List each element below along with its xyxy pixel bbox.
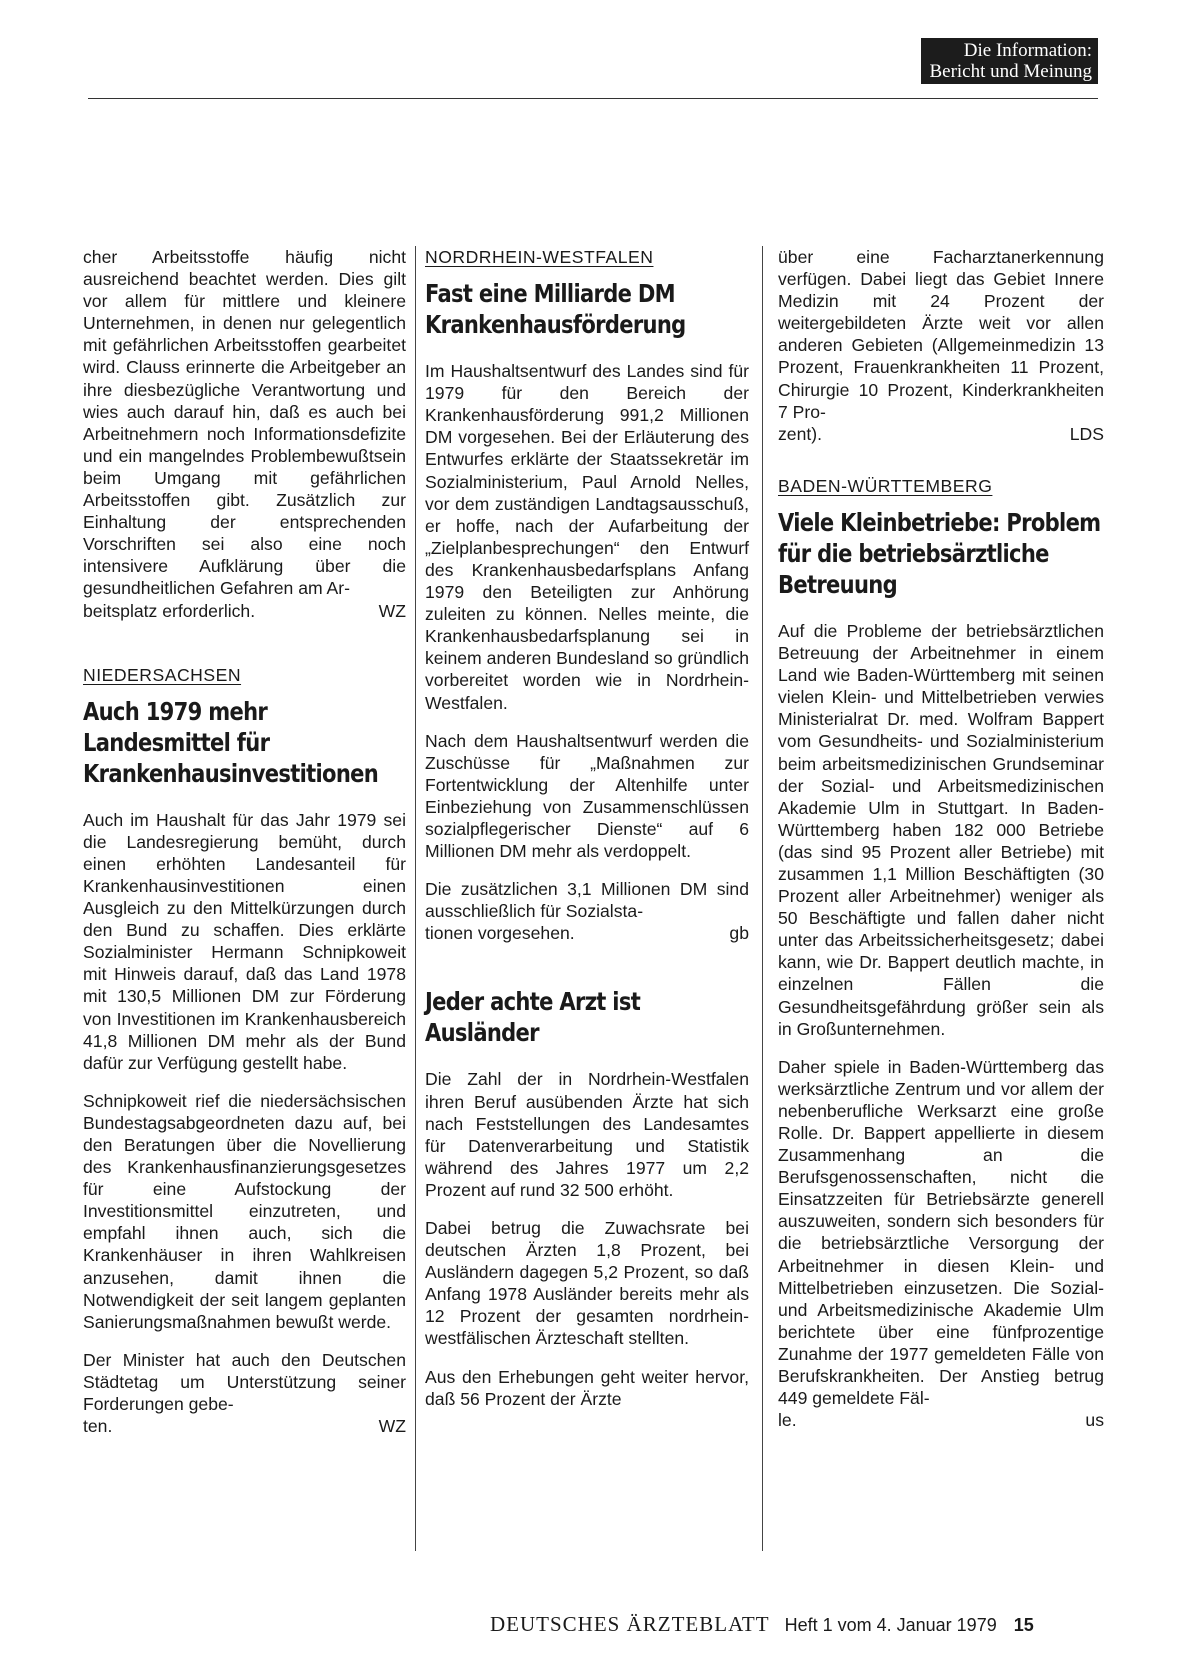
continued-text-last-line: beitsplatz erforderlich. [83,600,256,621]
section-label-line2: Bericht und Meinung [929,61,1092,82]
article-headline: Jeder achte Arzt ist Ausländer [425,987,641,1048]
section-label-line1: Die Information: [963,40,1092,61]
paragraph-last-line: le. [778,1410,797,1431]
region-kicker: NIEDERSACHSEN [83,664,242,685]
article-paragraph-end [425,922,749,944]
author-initials: LDS [1069,423,1104,444]
article-paragraph: Der Minister hat auch den Deutschen Städtetag um Unterstützung seiner Forderungen gebe- [83,1349,406,1415]
column-2 [425,246,749,1410]
journal-masthead: DEUTSCHES ÄRZTEBLATT [490,1612,770,1636]
article-headline: Fast eine Milliarde DM Krankenhausförderung [425,279,686,340]
article-headline: Auch 1979 mehr Landesmittel für Krankenhausinvestitionen [83,696,379,788]
region-kicker: BADEN-WÜRTTEMBERG [778,475,993,496]
paragraph-last-line: ten. [83,1416,113,1437]
article-paragraph: Auf die Probleme der betriebsärztlichen Betreuung der Arbeitnehmer in einem Land wie Baden-Württemberg mit seinen vielen Klein- und Mittelbetrieben verwies Ministerialrat Dr. med. Wolfram Bappert vom Gesundheits- und Sozialministerium beim arbeitsmedizinischen Grundseminar der Sozial- und Arbeitsmedizinischen Akademie Ulm in Stuttgart. In Baden-Württemberg haben 182 000 Betriebe (das sind 95 Prozent aller Betriebe) mit zusammen 1,1 Million Beschäftigten (30 Prozent aller Arbeitnehmer) weniger als 50 Beschäftigte und fallen daher nicht unter das Arbeitssicherheitsgesetz; dabei kann, wie Dr. Bappert deutlich machte, in einzelnen Fällen die Gesundheitsgefährdung größer sein als in Großunternehmen. [778,620,1104,1039]
article-headline: Viele Kleinbetriebe: Problem für die betriebsärztliche Betreuung [778,507,1101,599]
article-paragraph-end [778,1409,1104,1431]
author-initials: us [1085,1410,1104,1431]
header-rule [88,98,1098,99]
page-footer [490,1612,1034,1637]
continued-text-last-line: zent). [778,423,823,444]
issue-info: Heft 1 vom 4. Januar 1979 [784,1615,997,1635]
continued-text-end [83,600,406,622]
author-initials: WZ [378,600,406,621]
article-paragraph: Daher spiele in Baden-Württemberg das werksärztliche Zentrum und vor allem der nebenberufliche Werksarzt eine große Rolle. Dr. Bappert appellierte in diesem Zusammenhang an die Berufsgenossenschaften, nicht die Einsatzzeiten für Betriebsärzte generell auszuweiten, sondern sich besonders für die betriebsärztliche Versorgung der Arbeitnehmer in diesen Klein- und Mittelbetrieben einzusetzen. Die Sozial- und Arbeitsmedizinische Akademie Ulm berichtete über eine fünfprozentige Zunahme der 1977 gemeldeten Fälle von Berufskrankheiten. Der Anstieg betrug 449 gemeldete Fäl- [778,1056,1104,1409]
author-initials: gb [729,923,749,944]
article-paragraph: Auch im Haushalt für das Jahr 1979 sei die Landesregierung bemüht, durch einen erhöhten Landesanteil für Krankenhausinvestitionen einen Ausgleich zu den Mittelkürzungen durch den Bund zu schaffen. Dies erklärte Sozialminister Hermann Schnipkoweit mit Hinweis darauf, daß das Land 1978 mit 130,5 Millionen DM zur Förderung von Investitionen im Krankenhausbereich 41,8 Millionen DM mehr als der Bund dafür zur Verfügung gestellt habe. [83,809,406,1073]
page-number: 15 [1013,1615,1034,1635]
continued-text: über eine Facharztanerkennung verfügen. Dabei liegt das Gebiet Innere Medizin mit 24 Prozent der weitergebildeten Ärzte weit vor allen anderen Gebieten (Allgemeinmedizin 13 Prozent, Frauenkrankheiten 11 Prozent, Chirurgie 10 Prozent, Kinderkrankheiten 7 Pro- [778,247,1104,422]
paragraph-last-line: tionen vorgesehen. [425,923,575,944]
article-paragraph: Die Zahl der in Nordrhein-Westfalen ihren Beruf ausübenden Ärzte hat sich nach Feststellungen des Landesamtes für Datenverarbeitung und Statistik während des Jahres 1977 um 2,2 Prozent auf rund 32 500 erhöht. [425,1069,749,1200]
article-paragraph: Die zusätzlichen 3,1 Millionen DM sind ausschließlich für Sozialsta- [425,879,749,922]
author-initials: WZ [378,1416,406,1437]
continued-text: cher Arbeitsstoffe häufig nicht ausreichend beachtet werden. Dies gilt vor allem für mittlere und kleinere Unternehmen, in denen nur gelegentlich mit gefährlichen Arbeitsstoffen gearbeitet wird. Clauss erinnerte die Arbeitgeber an ihre diesbezügliche Verantwortung und wies auch darauf hin, daß es auch bei Arbeitnehmern noch Informationsdefizite und ein mangelndes Problembewußtsein beim Umgang mit gefährlichen Arbeitsstoffen gibt. Zusätzlich zur Einhaltung der entsprechenden Vorschriften sei also eine noch intensivere Aufklärung über die gesundheitlichen Gefahren am Ar- [83,247,406,599]
column-divider-1 [415,246,416,1551]
article-paragraph: Nach dem Haushaltsentwurf werden die Zuschüsse für „Maßnahmen zur Fortentwicklung der Altenhilfe unter Einbeziehung von Zusammenschlüssen sozialpflegerischer Dienste“ auf 6 Millionen DM mehr als verdoppelt. [425,730,749,862]
section-label [921,38,1098,84]
article-paragraph: Aus den Erhebungen geht weiter hervor, daß 56 Prozent der Ärzte [425,1366,749,1409]
column-1 [83,246,406,1437]
article-paragraph: Im Haushaltsentwurf des Landes sind für 1979 für den Bereich der Krankenhausförderung 991,2 Millionen DM vorgesehen. Bei der Erläuterung des Entwurfes erklärte der Staatssekretär im Sozialministerium, Paul Arnold Nelles, vor dem zuständigen Landtagsausschuß, er hoffe, nach der Aufarbeitung der „Zielplanbesprechungen“ den Entwurf des Krankenhausbedarfsplans Anfang 1979 den Beteiligten zur Anhörung zuleiten zu können. Nelles meinte, die Krankenhausbedarfsplanung sei in keinem anderen Bundesland so gründlich vorbereitet worden wie in Nordrhein-Westfalen. [425,361,749,713]
region-kicker: NORDRHEIN-WESTFALEN [425,247,654,267]
article-paragraph: Dabei betrug die Zuwachsrate bei deutschen Ärzten 1,8 Prozent, bei Ausländern dagegen 5,2 Prozent, so daß Anfang 1978 Ausländer bereits mehr als 12 Prozent der gesamten nordrhein-westfälischen Ärzteschaft stellten. [425,1218,749,1349]
column-3 [778,246,1104,1431]
article-paragraph: Schnipkoweit rief die niedersächsischen Bundestagsabgeordneten dazu auf, bei den Beratungen über die Novellierung des Krankenhausfinanzierungsgesetzes für eine Aufstockung der Investitionsmittel einzutreten, und empfahl ihnen auch, sich die Krankenhäuser in ihren Wahlkreisen anzusehen, damit ihnen die Notwendigkeit der seit langem geplanten Sanierungsmaßnahmen bewußt werde. [83,1090,406,1332]
article-paragraph-end [83,1415,406,1437]
continued-text-end [778,423,1104,445]
column-divider-2 [762,246,763,1551]
